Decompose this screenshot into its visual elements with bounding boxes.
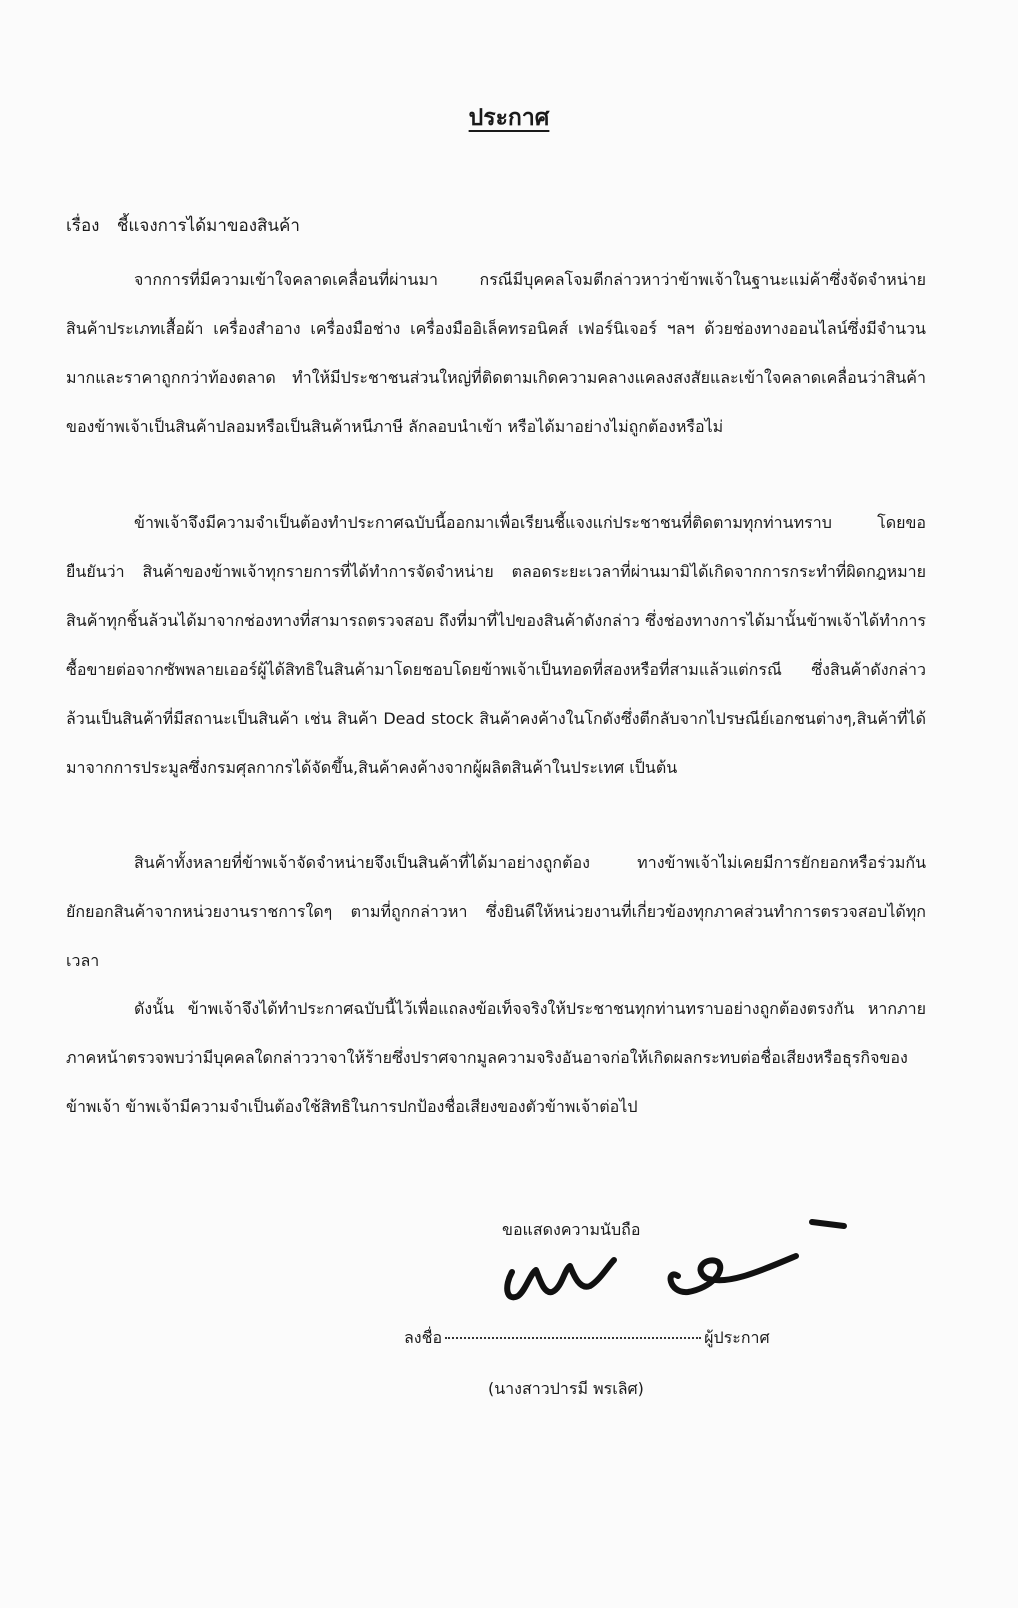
subject-line [66,212,300,239]
subject-text: ชี้แจงการได้มาของสินค้า [116,216,300,236]
handwritten-signature [496,1210,856,1320]
paragraph-4: ดังนั้น ข้าพเจ้าจึงได้ทำประกาศฉบับนี้ไว้เพื่อแถลงข้อเท็จจริงให้ประชาชนทุกท่านทราบอย่างถูกต้องตรงกัน หากภายภาคหน้าตรวจพบว่ามีบุคคลใดกล่าววาจาให้ร้ายซึ่งปราศจากมูลความจริงอันอาจก่อให้เกิดผลกระทบต่อชื่อเสียงหรือธุรกิจของข้าพเจ้า ข้าพเจ้ามีความจำเป็นต้องใช้สิทธิในการปกป้องชื่อเสียงของตัวข้าพเจ้าต่อไป [66,999,926,1116]
document-title: ประกาศ [468,105,550,131]
signature-line [404,1326,770,1351]
signature-dotted-line [445,1337,701,1339]
sign-suffix: ผู้ประกาศ [704,1328,770,1347]
signer-name: (นางสาวปารมี พรเลิศ) [488,1379,644,1398]
closing-salutation: ขอแสดงความนับถือ [502,1220,641,1239]
paragraph-1: จากการที่มีความเข้าใจคลาดเคลื่อนที่ผ่านมา กรณีมีบุคคลโจมตีกล่าวหาว่าข้าพเจ้าในฐานะแม่ค้าซึ่งจัดจำหน่ายสินค้าประเภทเสื้อผ้า เครื่องสำอาง เครื่องมือช่าง เครื่องมืออิเล็คทรอนิคส์ เฟอร์นิเจอร์ ฯลฯ ด้วยช่องทางออนไลน์ซึ่งมีจำนวนมากและราคาถูกกว่าท้องตลาด ทำให้มีประชาชนส่วนใหญ่ที่ติดตามเกิดความคลางแคลงสงสัยและเข้าใจคลาดเคลื่อนว่าสินค้าของข้าพเจ้าเป็นสินค้าปลอมหรือเป็นสินค้าหนีภาษี ลักลอบนำเข้า หรือได้มาอย่างไม่ถูกต้องหรือไม่ [66,270,926,436]
paragraph-3: สินค้าทั้งหลายที่ข้าพเจ้าจัดจำหน่ายจึงเป็นสินค้าที่ได้มาอย่างถูกต้อง ทางข้าพเจ้าไม่เคยมีการยักยอกหรือร่วมกันยักยอกสินค้าจากหน่วยงานราชการใดๆ ตามที่ถูกกล่าวหา ซึ่งยินดีให้หน่วยงานที่เกี่ยวข้องทุกภาคส่วนทำการตรวจสอบได้ทุกเวลา [66,853,926,970]
paragraph-2: ข้าพเจ้าจึงมีความจำเป็นต้องทำประกาศฉบับนี้ออกมาเพื่อเรียนชี้แจงแก่ประชาชนที่ติดตามทุกท่านทราบ โดยขอยืนยันว่า สินค้าของข้าพเจ้าทุกรายการที่ได้ทำการจัดจำหน่าย ตลอดระยะเวลาที่ผ่านมามิได้เกิดจากการกระทำที่ผิดกฎหมาย สินค้าทุกชิ้นล้วนได้มาจากช่องทางที่สามารถตรวจสอบ ถึงที่มาที่ไปของสินค้าดังกล่าว ซึ่งช่องทางการได้มานั้นข้าพเจ้าได้ทำการซื้อขายต่อจากซัพพลายเออร์ผู้ได้สิทธิในสินค้ามาโดยชอบโดยข้าพเจ้าเป็นทอดที่สองหรือที่สามแล้วแต่กรณี ซึ่งสินค้าดังกล่าวล้วนเป็นสินค้าที่มีสถานะเป็นสินค้า เช่น สินค้า Dead stock สินค้าคงค้างในโกดังซึ่งตีกลับจากไปรษณีย์เอกชนต่างๆ,สินค้าที่ได้มาจากการประมูลซึ่งกรมศุลกากรได้จัดขึ้น,สินค้าคงค้างจากผู้ผลิตสินค้าในประเทศ เป็นต้น [66,513,926,777]
sign-prefix: ลงชื่อ [404,1328,443,1347]
subject-label: เรื่อง [66,216,100,236]
